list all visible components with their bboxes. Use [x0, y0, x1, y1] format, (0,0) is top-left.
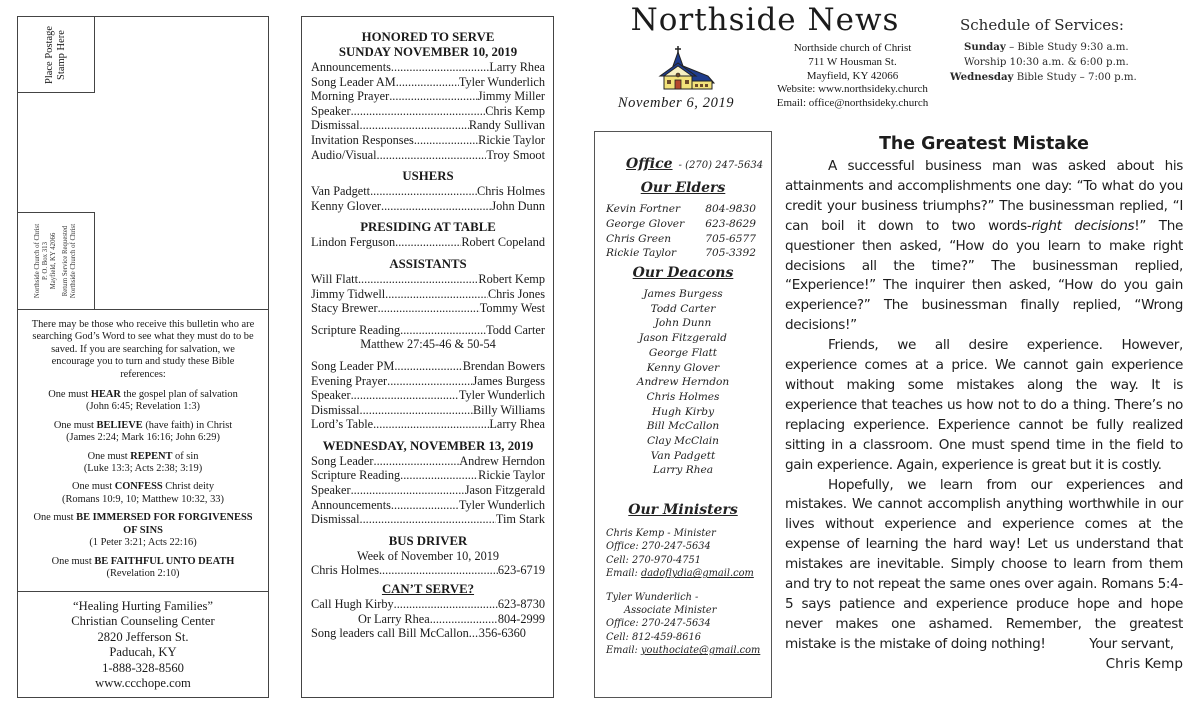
- church-name: Northside church of Christ: [793, 42, 912, 54]
- return-service-line: Northside Church of Christ: [70, 223, 77, 299]
- deacon-name: Van Padgett: [650, 449, 716, 462]
- duty-row: [311, 374, 545, 389]
- duty-name: Rickie Taylor: [478, 468, 545, 483]
- dot-leader: [394, 359, 462, 374]
- salvation-step: One must BELIEVE (have faith) in Christ (James 2:24; Mark 16:16; John 6:29): [30, 420, 256, 445]
- plan-of-salvation: [18, 319, 268, 586]
- return-address-line: P. O. Box 313: [42, 242, 49, 280]
- stamp-text-line: Stamp Here: [56, 29, 67, 80]
- dot-leader: [351, 104, 486, 119]
- duty-role: Will Flatt: [311, 271, 358, 286]
- dot-leader: [358, 272, 478, 287]
- duty-row: [311, 359, 545, 374]
- deacon-name: Kenny Glover: [646, 361, 720, 374]
- ushers-title: USHERS: [402, 169, 454, 184]
- duty-name: Chris Jones: [487, 286, 545, 301]
- minister-entry: [606, 591, 771, 658]
- salvation-step: One must BE FAITHFUL UNTO DEATH (Revelation 2:10): [30, 556, 256, 581]
- minister-office-phone: Office: 270-247-5634: [606, 618, 711, 630]
- duty-name: John Dunn: [491, 198, 545, 213]
- dot-leader: [373, 417, 489, 432]
- sunday-study-time: – Bible Study 9:30 a.m.: [1005, 42, 1129, 53]
- schedule-worship: Worship 10:30 a.m. & 6:00 p.m.: [964, 57, 1129, 68]
- elder-phone: 623-8629: [705, 217, 756, 230]
- return-address-box: [17, 212, 95, 310]
- duty-row: [311, 612, 545, 627]
- duty-row: [311, 388, 545, 403]
- counseling-website: www.ccchope.com: [95, 676, 191, 691]
- duty-name: Larry Rhea: [489, 417, 545, 432]
- salvation-action: HEAR: [90, 389, 121, 401]
- minister-name: Chris Kemp - Minister: [606, 528, 716, 539]
- article-title: The Greatest Mistake: [879, 134, 1089, 154]
- dot-leader: [400, 468, 478, 483]
- deacons-list: [595, 287, 771, 478]
- minister-email-line: [606, 644, 771, 657]
- elder-phone: 804-9830: [705, 203, 756, 215]
- deacon-name: John Dunn: [654, 317, 712, 330]
- scripture-refs: (James 2:24; Mark 16:16; John 6:29): [66, 432, 220, 444]
- salvation-step: One must BE IMMERSED FOR FORGIVENESS OF SINS (1 Peter 3:21; Acts 22:16): [30, 512, 256, 549]
- duty-row: [311, 626, 545, 641]
- elder-name: Chris Green: [606, 232, 672, 245]
- duty-role: Evening Prayer: [311, 373, 388, 388]
- salvation-action: CONFESS: [114, 481, 163, 493]
- article-emphasis: right decisions: [1031, 217, 1135, 234]
- elder-row: [606, 217, 766, 232]
- dot-leader: [414, 133, 478, 148]
- dot-leader: [378, 301, 480, 316]
- minister-email-line: [606, 567, 771, 580]
- article-text: !” The questioner then asked, “How do you learn to make right decisions all the time?” The businessman replied, “Experience!” The inquirer then asked, “How do you gain experience?” The businessman finally replied, “Wrong decisions!”: [785, 217, 1183, 334]
- duty-row: [311, 287, 545, 302]
- salvation-intro: There may be those who receive this bulletin who are searching God’s Word to see what they must do to be saved. If you are searching for salvation, we encourage you to turn and study these Bible references:: [31, 319, 255, 380]
- duty-role: Call Hugh Kirby: [311, 597, 394, 612]
- church-leadership-box: [594, 131, 772, 698]
- schedule-of-services: [945, 16, 1165, 85]
- duty-name: Jason Fitzgerald: [464, 483, 545, 498]
- dot-leader: [391, 60, 489, 75]
- elder-phone: 705-6577: [705, 232, 756, 245]
- elder-name: Kevin Fortner: [606, 203, 681, 215]
- church-icon: [648, 46, 716, 94]
- duty-row: [311, 468, 545, 483]
- stamp-text-line: Place Postage: [44, 25, 55, 84]
- elder-row: [606, 246, 766, 261]
- return-address-line: Mayfield, KY 42066: [50, 232, 57, 290]
- elder-name: Rickie Taylor: [606, 247, 677, 260]
- honored-to-serve-panel: [301, 16, 554, 698]
- duty-name: Robert Kemp: [478, 271, 545, 286]
- deacon-name: Jason Fitzgerald: [639, 332, 727, 345]
- duty-role: Lord’s Table: [311, 417, 374, 432]
- deacon-name: James Burgess: [643, 288, 723, 300]
- minister-cell-phone: Cell: 812-459-8616: [606, 631, 701, 643]
- salvation-action: REPENT: [130, 450, 173, 462]
- duty-role: Chris Holmes: [311, 563, 379, 578]
- article-signature: Chris Kemp: [1105, 655, 1183, 672]
- sunday-label: Sunday: [964, 41, 1006, 53]
- schedule-sunday: [964, 40, 1165, 55]
- duty-name: Robert Copeland: [461, 235, 545, 250]
- issue-date: November 6, 2019: [617, 95, 735, 111]
- counseling-city: Paducah, KY: [109, 645, 177, 660]
- duty-row: [311, 133, 545, 148]
- sunday-title: SUNDAY NOVEMBER 10, 2019: [338, 45, 518, 59]
- bus-week: Week of November 10, 2019: [356, 548, 500, 563]
- scripture-refs: (John 6:45; Revelation 1:3): [86, 401, 200, 413]
- church-city: Mayfield, KY 42066: [806, 69, 899, 82]
- duty-role: Dismissal: [311, 118, 360, 133]
- deacon-name: Bill McCallon: [646, 420, 720, 433]
- minister-office-phone: Office: 270-247-5634: [606, 541, 711, 553]
- scripture-refs: (Luke 13:3; Acts 2:38; 3:19): [83, 463, 203, 475]
- serve-title: HONORED TO SERVE: [361, 30, 495, 44]
- wednesday-study-time: Bible Study – 7:00 p.m.: [1013, 72, 1137, 83]
- duty-row: [311, 184, 545, 199]
- elder-name: George Glover: [606, 217, 685, 230]
- schedule-title: Schedule of Services:: [960, 16, 1124, 34]
- dot-leader: [387, 374, 472, 389]
- counseling-phone: 1-888-328-8560: [102, 660, 184, 675]
- duty-row: [311, 75, 545, 90]
- ministers-list: [606, 527, 771, 658]
- dot-leader: [389, 89, 477, 104]
- dot-leader: [370, 184, 477, 199]
- counseling-street: 2820 Jefferson St.: [97, 629, 189, 644]
- duty-name: Tyler Wunderlich: [458, 497, 545, 512]
- deacon-name: Andrew Herndon: [636, 376, 730, 389]
- church-address: [760, 42, 945, 111]
- minister-email-link[interactable]: youthociate@gmail.com: [640, 645, 761, 657]
- assistants-title: ASSISTANTS: [389, 256, 467, 271]
- deacon-name: Chris Holmes: [646, 390, 720, 403]
- duty-name: Troy Smoot: [486, 147, 545, 162]
- salvation-action: BE FAITHFUL UNTO DEATH: [94, 555, 235, 567]
- article-paragraph: [785, 476, 1183, 655]
- duty-name: Andrew Herndon: [459, 453, 545, 468]
- article-closing: Your servant,: [1089, 635, 1174, 652]
- minister-email-link[interactable]: dadoflydia@gmail.com: [640, 568, 754, 580]
- deacon-name: Hugh Kirby: [651, 405, 715, 418]
- duty-role: Lindon Ferguson: [311, 235, 396, 250]
- duty-role: Scripture Reading: [311, 322, 401, 337]
- schedule-wednesday: [950, 70, 1165, 85]
- duty-role: Speaker: [311, 483, 351, 498]
- minister-cell-phone: Cell: 270-970-4751: [606, 554, 701, 566]
- wednesday-title: WEDNESDAY, NOVEMBER 13, 2019: [322, 438, 534, 453]
- duty-name: Chris Kemp: [485, 103, 545, 118]
- minister-entry: [606, 527, 771, 581]
- duty-name: Tommy West: [479, 301, 545, 316]
- duty-role: Song leaders call Bill McCallon: [311, 626, 469, 641]
- duty-role: Morning Prayer: [311, 89, 390, 104]
- duty-role: Invitation Responses: [311, 132, 414, 147]
- duty-row: [311, 148, 545, 163]
- duty-row: [311, 89, 545, 104]
- wednesday-label: Wednesday: [950, 71, 1014, 83]
- duty-row: [311, 272, 545, 287]
- scripture-refs: (1 Peter 3:21; Acts 22:16): [89, 537, 197, 549]
- scripture-passage: Matthew 27:45-46 & 50-54: [360, 337, 496, 352]
- duty-name: Todd Carter: [486, 322, 545, 337]
- duty-name: Larry Rhea: [489, 60, 545, 74]
- duty-name: Rickie Taylor: [478, 132, 545, 147]
- duty-row: [311, 235, 545, 250]
- duty-role: Jimmy Tidwell: [311, 286, 386, 301]
- postage-stamp-box: [17, 16, 95, 93]
- duty-role: Dismissal: [311, 402, 360, 417]
- duty-name: Chris Holmes: [477, 184, 545, 199]
- elders-title: Our Elders: [640, 180, 726, 196]
- dot-leader: [396, 75, 459, 90]
- duty-row: [311, 199, 545, 214]
- duty-role: Van Padgett: [311, 184, 371, 199]
- bus-driver-title: BUS DRIVER: [388, 533, 468, 548]
- salvation-action: BELIEVE: [96, 419, 143, 431]
- duty-name: 804-2999: [497, 611, 545, 626]
- duty-row: [311, 597, 545, 612]
- duty-row: [311, 417, 545, 432]
- dot-leader: [377, 148, 487, 163]
- minister-title: Associate Minister: [624, 605, 717, 617]
- duty-role: Scripture Reading: [311, 468, 401, 483]
- elders-list: [606, 202, 766, 261]
- elder-row: [606, 202, 766, 217]
- duty-role: Announcements: [311, 60, 391, 74]
- duty-role: Kenny Glover: [311, 198, 382, 213]
- duty-row: [311, 454, 545, 469]
- minister-name: Tyler Wunderlich -: [606, 591, 699, 603]
- duty-name: Tim Stark: [495, 512, 545, 527]
- duty-role: Dismissal: [311, 512, 360, 527]
- duty-role: Speaker: [311, 103, 351, 118]
- scripture-refs: (Revelation 2:10): [106, 567, 180, 579]
- salvation-step: One must HEAR the gospel plan of salvation (John 6:45; Revelation 1:3): [30, 389, 256, 414]
- return-service-line: Return Service Requested: [62, 225, 69, 297]
- duty-role: Song Leader: [311, 453, 374, 468]
- duty-name: Brendan Bowers: [462, 358, 545, 373]
- duty-name: Tyler Wunderlich: [458, 388, 545, 403]
- presiding-title: PRESIDING AT TABLE: [360, 220, 496, 235]
- dot-leader: [360, 403, 473, 418]
- duty-name: Tyler Wunderlich: [458, 74, 545, 89]
- duty-name: Jimmy Miller: [477, 89, 545, 104]
- church-email: Email: office@northsideky.church: [776, 97, 929, 110]
- deacon-name: George Flatt: [648, 346, 718, 359]
- deacon-name: Todd Carter: [650, 302, 716, 315]
- divider: [18, 591, 268, 592]
- dot-leader: [374, 454, 460, 469]
- cant-serve-title: CAN’T SERVE?: [381, 582, 475, 597]
- duty-role: Song Leader AM: [311, 74, 396, 89]
- dot-leader: [391, 498, 459, 513]
- duty-row: [311, 323, 545, 338]
- dot-leader: [351, 388, 459, 403]
- duty-role: Speaker: [311, 388, 351, 403]
- counseling-center-ad: [18, 599, 268, 691]
- divider: [18, 309, 268, 310]
- counseling-slogan: “Healing Hurting Families”: [73, 599, 213, 613]
- newsletter-masthead: Northside News: [630, 2, 900, 38]
- article-paragraph: Friends, we all desire experience. However, experience comes at a price. We cannot gain experience without making some mistakes along the way. It is experience that teaches us how not to do a thing. There’s no replacing experience. Experience cannot be fully realized sitting in a classroom. One must spend time in the field to gain experience. Again, experience is great but it is costly.: [785, 337, 1183, 473]
- duty-row: [311, 498, 545, 513]
- counseling-name: Christian Counseling Center: [71, 614, 215, 629]
- elder-row: [606, 232, 766, 247]
- duty-role: Announcements: [311, 497, 391, 512]
- duty-name: 623-8730: [497, 597, 545, 612]
- dot-leader: [395, 235, 461, 250]
- duty-row: [311, 483, 545, 498]
- article-text: Hopefully, we learn from our experiences and mistakes. We cannot accomplish anything worthwhile in our lives without experience and experience comes at the expense of learning the hard way! Let us understand that mistakes are inevitable. Simply choose to learn from them and try to not repeat the same ones over again. Romans 5:4-5 says patience and experience produce hope and hope never makes one ashamed. Remember, the greatest mistake is the mistake of doing nothing!: [785, 476, 1183, 652]
- duty-row: [311, 301, 545, 316]
- duty-name: 623-6719: [497, 563, 545, 578]
- ministers-title: Our Ministers: [628, 502, 738, 518]
- duty-name: Randy Sullivan: [468, 118, 545, 133]
- article-text: A successful business man was asked about his attainments and accomplishments one day: “To what do you credit your business triumphs?” The businessman replied, “I can boil it down to two words-: [785, 158, 1183, 234]
- dot-leader: [360, 512, 496, 527]
- office-phone: - (270) 247-5634: [678, 160, 764, 171]
- scripture-refs: (Romans 10:9, 10; Matthew 10:32, 33): [62, 493, 224, 505]
- deacon-name: Larry Rhea: [652, 464, 714, 477]
- duty-role: Or Larry Rhea: [358, 611, 430, 626]
- office-line: [626, 153, 763, 172]
- dot-leader: [360, 118, 469, 133]
- church-website: Website: www.northsideky.church: [777, 83, 928, 96]
- return-address-line: Northside Church of Christ: [34, 223, 41, 299]
- dot-leader: [381, 199, 491, 214]
- duty-name: 356-6360: [478, 626, 526, 641]
- duty-role: Audio/Visual: [311, 147, 377, 162]
- duty-row: [311, 512, 545, 527]
- deacon-name: Clay McClain: [647, 435, 719, 448]
- elder-phone: 705-3392: [705, 247, 756, 260]
- dot-leader: [351, 483, 465, 498]
- church-street: 711 W Housman St.: [808, 55, 897, 68]
- duty-role: Song Leader PM: [311, 358, 395, 373]
- article-paragraph: [785, 157, 1183, 336]
- duty-row: [311, 563, 545, 578]
- salvation-step: One must REPENT of sin (Luke 13:3; Acts 2:38; 3:19): [30, 451, 256, 476]
- duty-row: [311, 118, 545, 133]
- dot-leader: [385, 287, 488, 302]
- article: [785, 133, 1183, 675]
- duty-name: James Burgess: [472, 373, 545, 388]
- email-label: Email:: [606, 568, 641, 580]
- salvation-step: One must CONFESS Christ deity (Romans 10:9, 10; Matthew 10:32, 33): [30, 481, 256, 506]
- duty-row: [311, 403, 545, 418]
- deacons-title: Our Deacons: [632, 265, 734, 281]
- duty-role: Stacy Brewer: [311, 301, 378, 316]
- salvation-action: BE IMMERSED FOR FORGIVENESS OF SINS: [76, 512, 253, 536]
- office-label: Office: [626, 156, 673, 172]
- email-label: Email:: [606, 645, 641, 657]
- duty-name: Billy Williams: [472, 402, 545, 417]
- mailing-panel: [17, 16, 269, 698]
- duty-row: [311, 104, 545, 119]
- duty-row: [311, 60, 545, 75]
